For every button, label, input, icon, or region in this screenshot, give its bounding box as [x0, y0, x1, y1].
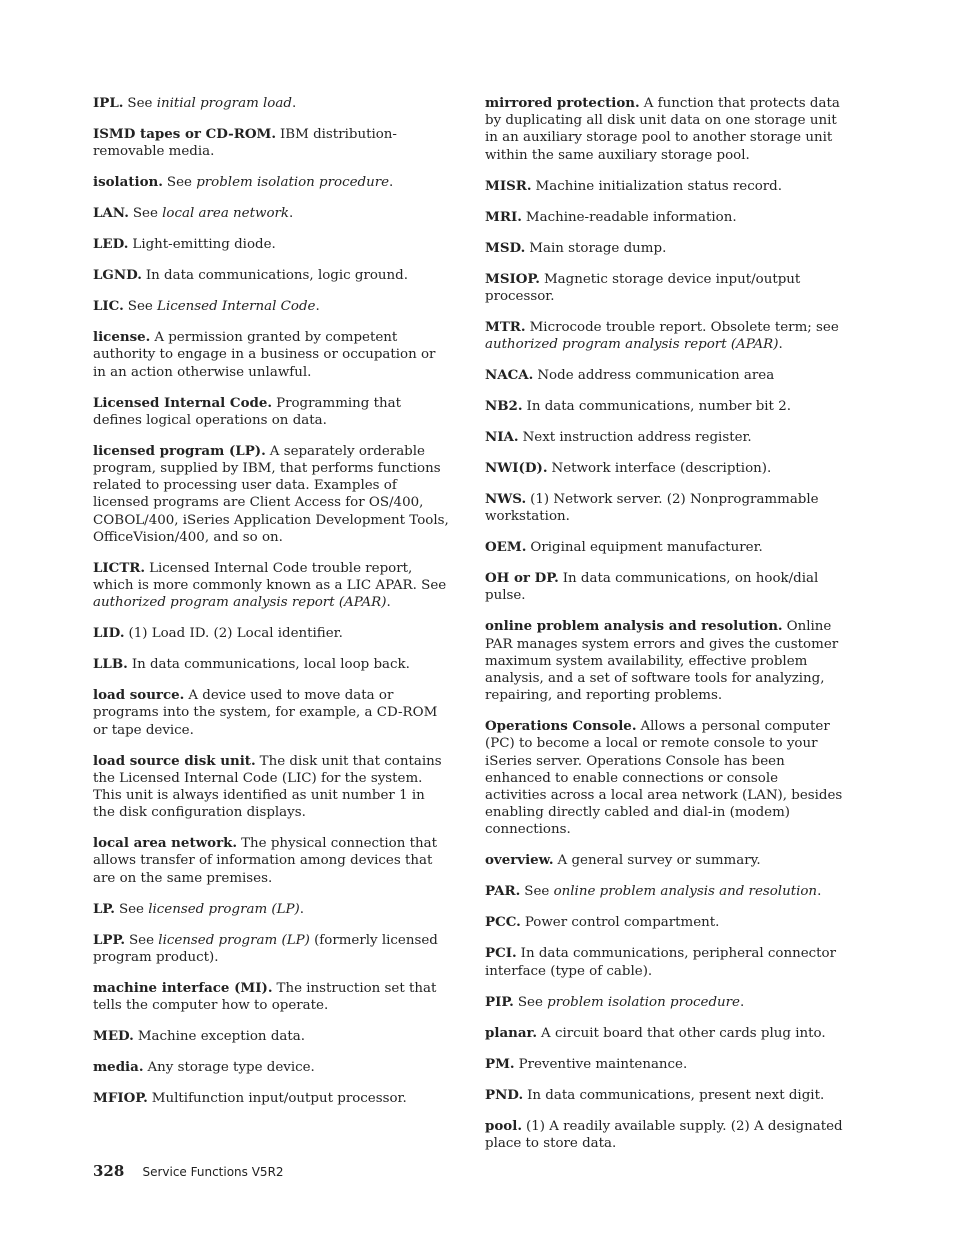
definition-text: A circuit board that other cards plug into. [541, 1025, 826, 1041]
definition-text: Online PAR manages system errors and gives the customer maximum system availability, effective problem analysis, and a set of software tools for analyzing, repairing, and reporting problems. [485, 619, 839, 704]
glossary-definition [485, 492, 819, 524]
glossary-entry [93, 932, 449, 966]
glossary-term: mirrored protection. [485, 95, 640, 111]
definition-text: Machine-readable information. [525, 209, 737, 225]
definition-text: The instruction set that tells the computer how to operate. [93, 980, 437, 1014]
cross-reference: authorized program analysis report (APAR) [485, 337, 779, 353]
definition-text: A function that protects data by duplicating all disk unit data on one storage unit in an auxiliary storage pool to another storage unit within the same auxiliary storage pool. [485, 96, 840, 163]
definition-text: See [129, 932, 159, 948]
glossary-term: NWS. [485, 491, 527, 508]
definition-text: In data communications, present next digit. [527, 1087, 825, 1103]
definition-text: A permission granted by competent authority to engage in a business or occupation or in an action otherwise unlawful. [93, 330, 436, 380]
glossary-entry [93, 1028, 449, 1045]
book-title: Service Functions V5R2 [142, 1165, 284, 1179]
definition-text: . [386, 595, 391, 611]
glossary-definition [128, 626, 342, 641]
glossary-definition [524, 884, 821, 899]
definition-text: . [289, 206, 294, 222]
glossary-definition [541, 1026, 826, 1041]
glossary-entry [485, 994, 843, 1011]
glossary-entry [485, 539, 843, 556]
glossary-entry [93, 443, 449, 546]
glossary-term: LP. [93, 900, 115, 917]
definition-text: In data communications, on hook/dial pulse. [485, 571, 819, 604]
glossary-entry [93, 174, 449, 191]
glossary-definition [167, 175, 393, 190]
glossary-entry [93, 236, 449, 253]
glossary-definition [530, 540, 762, 555]
definition-text: In data communications, logic ground. [145, 268, 409, 284]
glossary-entry [93, 126, 449, 160]
definition-text: . [291, 96, 297, 111]
glossary-entry [93, 980, 449, 1014]
glossary-term: LIC. [93, 298, 124, 315]
glossary-entry [93, 835, 449, 887]
definition-text: In data communications, local loop back. [131, 657, 410, 673]
glossary-entry [485, 429, 843, 446]
definition-text: Multifunction input/output processor. [151, 1091, 407, 1107]
definition-text: See [127, 299, 158, 315]
cross-reference: problem isolation procedure [196, 175, 390, 191]
glossary-term: machine interface (MI). [93, 979, 273, 996]
glossary-term: PCC. [485, 914, 521, 931]
glossary-entry [93, 560, 449, 612]
glossary-entry [485, 945, 843, 979]
glossary-definition [527, 399, 791, 414]
definition-text: A device used to move data or programs into the system, for example, a CD-ROM or tape device. [93, 688, 438, 738]
definition-text: See [132, 206, 163, 222]
glossary-definition [485, 1119, 843, 1151]
glossary-entry [93, 656, 449, 673]
glossary-definition [485, 320, 839, 352]
glossary-term: LGND. [93, 267, 142, 284]
glossary-term: load source. [93, 687, 185, 704]
glossary-term: LPP. [93, 931, 125, 948]
glossary-entry [93, 267, 449, 284]
page-footer [93, 1162, 284, 1180]
definition-text: A general survey or summary. [557, 853, 761, 869]
glossary-term: LLB. [93, 656, 128, 673]
definition-text: See [517, 994, 548, 1010]
glossary-term: PCI. [485, 945, 517, 962]
glossary-definition [133, 206, 293, 221]
glossary-entry [485, 852, 843, 869]
page-number: 328 [93, 1162, 125, 1180]
glossary-definition [152, 1091, 407, 1106]
glossary-entry [485, 367, 843, 384]
glossary-definition [147, 1060, 314, 1075]
glossary-entry [485, 1025, 843, 1042]
definition-text: (formerly licensed program product). [93, 932, 438, 965]
glossary-definition [127, 96, 296, 111]
glossary-term: MSIOP. [485, 270, 540, 287]
glossary-definition [536, 179, 782, 194]
glossary-entry [485, 914, 843, 931]
glossary-term: MFIOP. [93, 1090, 148, 1107]
glossary-term: overview. [485, 852, 554, 869]
glossary-entry [485, 240, 843, 257]
glossary-definition [485, 946, 836, 978]
cross-reference: authorized program analysis report (APAR) [93, 595, 387, 611]
glossary-term: LAN. [93, 205, 129, 222]
definition-text: . [315, 299, 320, 315]
glossary-term: LED. [93, 236, 129, 253]
glossary-entry [93, 753, 449, 822]
glossary-term: planar. [485, 1024, 538, 1041]
glossary-term: IPL. [93, 95, 124, 111]
definition-text: Programming that defines logical operations on data. [93, 395, 401, 428]
definition-text: The disk unit that contains the Licensed Internal Code (LIC) for the system. This unit is always identified as unit number 1 in the disk configuration displays. [93, 753, 442, 821]
definition-text: . [299, 901, 305, 917]
glossary-entry [93, 625, 449, 642]
glossary-definition [128, 299, 320, 314]
glossary-definition [519, 1057, 688, 1072]
glossary-term: MSD. [485, 239, 526, 256]
glossary-entry [485, 1056, 843, 1073]
glossary-term: ISMD tapes or CD-ROM. [93, 126, 276, 142]
glossary-term: NIA. [485, 429, 519, 446]
glossary-term: LICTR. [93, 559, 146, 576]
glossary-entry [485, 883, 843, 900]
definition-text: (1) A readily available supply. (2) A designated place to store data. [485, 1118, 843, 1151]
definition-text: Power control compartment. [524, 915, 720, 931]
definition-text: Main storage dump. [529, 240, 667, 256]
glossary-term: isolation. [93, 174, 163, 191]
glossary-definition [93, 933, 438, 965]
definition-text: . [778, 337, 783, 353]
cross-reference: online problem analysis and resolution [553, 884, 818, 900]
definition-text: Allows a personal computer (PC) to become a local or remote console to your iSeries server. Operations Console has been enhanced to enable connections or console activities across a local area network (LAN), besides enabling directly cabled and dial-in (modem) connections. [485, 719, 843, 838]
glossary-definition [527, 1088, 824, 1103]
glossary-definition [518, 995, 744, 1010]
glossary-definition [485, 719, 842, 837]
glossary-entry [93, 1090, 449, 1107]
glossary-definition [529, 241, 666, 256]
definition-text: Light-emitting diode. [132, 237, 276, 253]
glossary-term: MED. [93, 1028, 134, 1045]
glossary-term: NB2. [485, 398, 523, 415]
glossary-term: online problem analysis and resolution. [485, 618, 783, 635]
glossary-term: licensed program (LP). [93, 442, 266, 459]
glossary-term: pool. [485, 1117, 522, 1134]
definition-text: The physical connection that allows transfer of information among devices that are on the same premises. [93, 836, 437, 886]
glossary-term: MRI. [485, 208, 522, 225]
glossary-term: PAR. [485, 883, 521, 900]
definition-text: IBM distribution-removable media. [93, 127, 397, 160]
glossary-definition [119, 902, 304, 917]
definition-text: Next instruction address register. [522, 430, 752, 446]
glossary-column-left [93, 95, 449, 1121]
cross-reference: initial program load [156, 96, 292, 111]
definition-text: See [524, 884, 554, 900]
glossary-term: Operations Console. [485, 718, 637, 735]
definition-text: Licensed Internal Code trouble report, which is more commonly known as a LIC APAR. See [93, 560, 447, 594]
glossary-entry [485, 209, 843, 226]
definition-text: Magnetic storage device input/output processor. [485, 271, 801, 304]
glossary-entry [485, 319, 843, 353]
definition-text: See [118, 901, 149, 917]
glossary-definition [132, 657, 410, 672]
definition-text: Original equipment manufacturer. [530, 540, 763, 556]
glossary-term: PIP. [485, 993, 514, 1010]
definition-text: . [739, 994, 745, 1010]
glossary-entry [485, 178, 843, 195]
definition-text: See [127, 96, 157, 111]
glossary-term: PND. [485, 1086, 524, 1103]
definition-text: In data communications, number bit 2. [526, 399, 791, 415]
glossary-entry [485, 271, 843, 305]
glossary-entry [485, 95, 843, 164]
definition-text: See [166, 175, 197, 191]
definition-text: . [817, 884, 822, 900]
glossary-entry [485, 460, 843, 477]
glossary-definition [132, 237, 275, 252]
glossary-column-right [485, 95, 843, 1166]
glossary-term: NWI(D). [485, 460, 548, 477]
glossary-definition [552, 461, 772, 476]
cross-reference: licensed program (LP) [158, 932, 310, 948]
glossary-term: MTR. [485, 318, 526, 335]
glossary-definition [93, 561, 446, 610]
glossary-entry [485, 1087, 843, 1104]
glossary-definition [138, 1029, 305, 1044]
glossary-entry [93, 395, 449, 429]
definition-text: Microcode trouble report. Obsolete term; see [529, 319, 839, 335]
definition-text: . [389, 175, 394, 191]
definition-text: (1) Network server. (2) Nonprogrammable workstation. [485, 492, 819, 525]
glossary-term: LID. [93, 625, 125, 642]
glossary-entry [93, 1059, 449, 1076]
definition-text: In data communications, peripheral connector interface (type of cable). [485, 946, 837, 979]
glossary-term: OEM. [485, 539, 527, 556]
glossary-term: MISR. [485, 177, 532, 194]
definition-text: Node address communication area [537, 368, 775, 384]
glossary-term: load source disk unit. [93, 752, 256, 769]
cross-reference: problem isolation procedure [547, 994, 740, 1010]
glossary-entry [93, 687, 449, 739]
glossary-definition [526, 210, 737, 225]
glossary-term: Licensed Internal Code. [93, 394, 273, 411]
glossary-definition [146, 268, 408, 283]
glossary-definition [525, 915, 720, 930]
glossary-entry [93, 329, 449, 381]
glossary-entry [93, 901, 449, 918]
cross-reference: Licensed Internal Code [157, 299, 316, 315]
glossary-term: license. [93, 329, 151, 346]
glossary-entry [485, 1118, 843, 1152]
glossary-term: media. [93, 1059, 144, 1076]
definition-text: Preventive maintenance. [518, 1056, 688, 1072]
glossary-entry [485, 618, 843, 704]
glossary-definition [523, 430, 752, 445]
glossary-entry [93, 95, 449, 112]
glossary-entry [93, 298, 449, 315]
definition-text: Network interface (description). [551, 461, 772, 477]
glossary-entry [485, 718, 843, 838]
glossary-term: PM. [485, 1055, 515, 1072]
definition-text: A separately orderable program, supplied by IBM, that performs functions related to processing user data. Examples of licensed programs are Client Access for OS/400, COBOL/400, iSeries Application Development Tools, OfficeVision/400, and so on. [93, 443, 449, 545]
cross-reference: local area network [162, 206, 290, 222]
glossary-entry [485, 491, 843, 525]
glossary-entry [485, 570, 843, 604]
glossary-definition [537, 368, 774, 383]
glossary-entry [93, 205, 449, 222]
definition-text: (1) Load ID. (2) Local identifier. [128, 626, 343, 642]
glossary-term: NACA. [485, 367, 534, 384]
glossary-definition [558, 853, 761, 868]
glossary-entry [485, 398, 843, 415]
definition-text: Machine exception data. [137, 1029, 305, 1045]
glossary-term: OH or DP. [485, 570, 559, 587]
definition-text: Any storage type device. [147, 1060, 315, 1076]
cross-reference: licensed program (LP) [148, 901, 300, 917]
definition-text: Machine initialization status record. [535, 178, 782, 194]
glossary-term: local area network. [93, 835, 238, 852]
